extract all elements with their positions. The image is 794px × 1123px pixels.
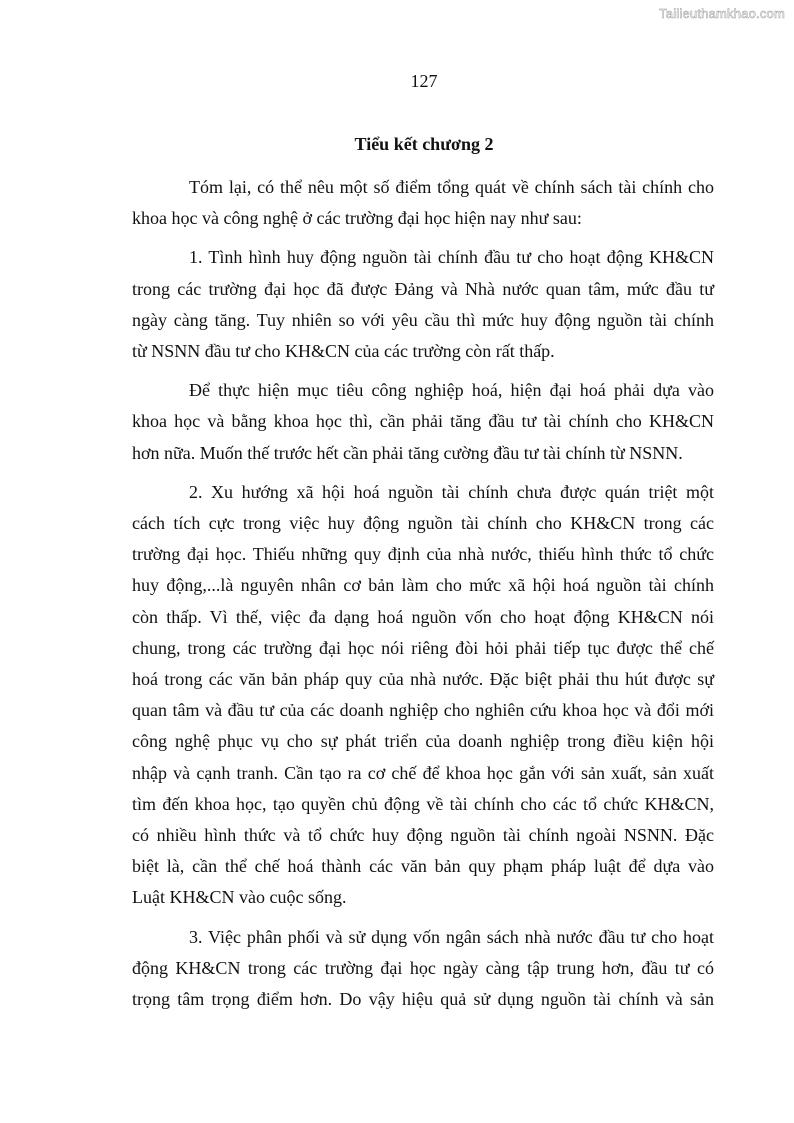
text-line: có nhiều hình thức và tổ chức huy động nguồn tài chính ngoài NSNN. Đặc	[132, 825, 714, 846]
page-number: 127	[410, 71, 438, 91]
paragraph	[132, 375, 714, 469]
text-line: 3. Việc phân phối và sử dụng vốn ngân sách nhà nước đầu tư cho hoạt	[189, 926, 714, 947]
text-line: chung, trong các trường đại học nói riêng đòi hỏi phải tiếp tục được thể chế	[132, 637, 714, 658]
text-line: trọng tâm trọng điểm hơn. Do vậy hiệu quả sử dụng nguồn tài chính và sản	[132, 989, 714, 1010]
text-line: quan tâm và đầu tư của các doanh nghiệp cho nghiên cứu khoa học và đổi mới	[132, 700, 714, 721]
text-line: Để thực hiện mục tiêu công nghiệp hoá, hiện đại hoá phải dựa vào	[189, 380, 714, 401]
text-line: hoá trong các văn bản pháp quy của nhà nước. Đặc biệt phải thu hút được sự	[132, 669, 714, 690]
text-line: nhập và cạnh tranh. Cần tạo ra cơ chế để khoa học gắn với sản xuất, sản xuất	[132, 762, 714, 783]
text-line: cách tích cực trong việc huy động nguồn tài chính cho KH&CN trong các	[132, 513, 714, 534]
text-line: hơn nữa. Muốn thế trước hết cần phải tăng cường đầu tư tài chính từ NSNN.	[132, 442, 683, 463]
text-line: 1. Tình hình huy động nguồn tài chính đầu tư cho hoạt động KH&CN	[189, 247, 714, 268]
text-line: tìm đến khoa học, tạo quyền chủ động về tài chính cho các tổ chức KH&CN,	[132, 793, 714, 814]
text-line: còn thấp. Vì thế, việc đa dạng hoá nguồn vốn cho hoạt động KH&CN nói	[132, 606, 714, 627]
text-line: động KH&CN trong các trường đại học ngày càng tập trung hơn, đầu tư có	[132, 957, 714, 978]
text-line: huy động,...là nguyên nhân cơ bản làm cho mức xã hội hoá nguồn tài chính	[132, 575, 714, 596]
text-line: Tóm lại, có thể nêu một số điểm tổng quát về chính sách tài chính cho	[189, 177, 714, 197]
text-line: biệt là, cần thể chế hoá thành các văn bản quy phạm pháp luật để dựa vào	[132, 856, 714, 877]
chapter-title: Tiểu kết chương 2	[354, 134, 494, 154]
body-text	[132, 172, 714, 1015]
watermark: Tailieuthamkhao.com	[659, 6, 785, 21]
text-line: 2. Xu hướng xã hội hoá nguồn tài chính chưa được quán triệt một	[189, 481, 714, 502]
paragraph	[132, 477, 714, 914]
text-line: trong các trường đại học đã được Đảng và Nhà nước quan tâm, mức đầu tư	[132, 278, 714, 299]
paragraph	[132, 922, 714, 1016]
text-line: khoa học và công nghệ ở các trường đại học hiện nay như sau:	[132, 208, 582, 229]
text-line: công nghệ phục vụ cho sự phát triển của doanh nghiệp trong điều kiện hội	[132, 731, 714, 752]
text-line: Luật KH&CN vào cuộc sống.	[132, 887, 347, 908]
text-line: từ NSNN đầu tư cho KH&CN của các trường còn rất thấp.	[132, 341, 555, 362]
paragraph	[132, 172, 714, 234]
text-line: ngày càng tăng. Tuy nhiên so với yêu cầu thì mức huy động nguồn tài chính	[132, 309, 714, 330]
text-line: trường đại học. Thiếu những quy định của nhà nước, thiếu hình thức tổ chức	[132, 544, 714, 565]
paragraph	[132, 242, 714, 367]
text-line: khoa học và bằng khoa học thì, cần phải tăng đầu tư tài chính cho KH&CN	[132, 411, 714, 432]
